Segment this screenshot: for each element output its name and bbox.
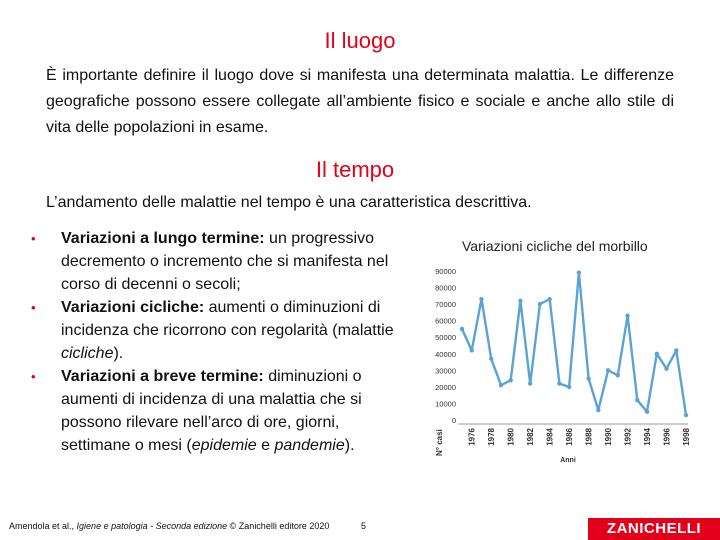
x-tick-label: 1978: [487, 428, 497, 446]
y-tick-label: 40000: [435, 349, 456, 359]
data-point: [616, 373, 620, 377]
data-point: [557, 381, 561, 385]
x-tick-label: 1982: [526, 428, 536, 446]
keyword-tempo: tempo: [266, 194, 312, 211]
data-point: [596, 408, 600, 412]
data-point: [538, 302, 542, 306]
x-axis-label: Anni: [560, 457, 576, 464]
data-point: [528, 381, 532, 385]
bullet-term: Variazioni a lungo termine:: [61, 230, 265, 247]
variation-list: [31, 227, 403, 457]
data-point: [635, 398, 639, 402]
footer-credit-suffix: © Zanichelli editore 2020: [227, 521, 330, 531]
x-tick-label: 1986: [565, 428, 575, 446]
x-tick-label: 1996: [662, 428, 672, 446]
x-tick-label: 1980: [506, 428, 516, 446]
keyword-luogo: luogo: [214, 67, 254, 84]
data-point: [674, 348, 678, 352]
section-title-tempo: Il tempo: [315, 157, 395, 182]
paragraph-luogo-end: dove si manifesta una determinata malattia. Le differenze geografiche possono essere collegate all’ambiente fisico e sociale e anche allo stile di vita delle popolazioni in esame.: [46, 67, 674, 136]
paragraph-luogo: [46, 63, 674, 141]
x-tick-label: 1994: [643, 428, 653, 446]
data-point: [655, 352, 659, 356]
bullet-text: diminuzioni o aumenti di incidenza di una malattia che si possono rilevare nell’arco di ore, giorni, settimane o mesi (: [61, 368, 362, 454]
paragraph-tempo-start: L’andamento delle malattie nel: [46, 194, 267, 211]
bullet-italic-pandemie: pandemie: [274, 437, 345, 454]
series-line: [462, 273, 686, 415]
x-tick-label: 1990: [604, 428, 614, 446]
x-tick-label: 1992: [623, 428, 633, 446]
measles-chart: [416, 258, 696, 468]
y-tick-label: 90000: [435, 267, 456, 276]
data-point: [547, 297, 551, 301]
bullet-text-middle: e: [256, 437, 275, 454]
list-item-cyclic: [31, 296, 403, 365]
page-number: 5: [361, 521, 367, 531]
data-point: [508, 378, 512, 382]
bullet-italic-epidemie: epidemie: [191, 437, 257, 454]
data-point: [489, 357, 493, 361]
data-point: [577, 270, 581, 274]
y-tick-label: 60000: [435, 316, 456, 326]
y-axis-label: N° casi: [435, 429, 444, 456]
list-item-long-term: [31, 227, 403, 296]
y-tick-label: 70000: [435, 300, 456, 310]
data-point: [664, 366, 668, 370]
x-tick-label: 1984: [545, 428, 555, 446]
y-tick-label: 30000: [435, 366, 456, 376]
data-point: [684, 413, 688, 417]
data-point: [518, 299, 522, 303]
bullet-italic: cicliche: [61, 345, 114, 362]
y-tick-label: 20000: [435, 382, 456, 392]
data-point: [606, 368, 610, 372]
footer-book-title: Igiene e patologia - Seconda edizione: [76, 521, 228, 531]
data-point: [567, 385, 571, 389]
data-point: [586, 376, 590, 380]
y-tick-label: 0: [451, 416, 456, 425]
data-point: [645, 410, 649, 414]
bullet-icon: •: [31, 300, 36, 315]
data-points: [460, 270, 688, 417]
bullet-term: Variazioni a breve termine:: [61, 368, 264, 385]
paragraph-luogo-start: È importante definire il: [46, 67, 215, 84]
publisher-logo: ZANICHELLI: [588, 518, 720, 540]
data-point: [460, 327, 464, 331]
section-title-luogo: Il luogo: [324, 28, 396, 53]
x-axis-ticks: [468, 427, 691, 445]
chart-title: Variazioni cicliche del morbillo: [462, 238, 648, 254]
bullet-icon: •: [31, 369, 36, 384]
bullet-text: aumenti o diminuzioni di incidenza che ricorrono con regolarità (malattie: [61, 299, 394, 339]
data-point: [625, 314, 629, 318]
y-tick-label: 80000: [435, 283, 456, 293]
y-tick-label: 50000: [435, 333, 456, 343]
x-tick-label: 1976: [467, 428, 477, 446]
bullet-text-end: ).: [344, 437, 355, 454]
bullet-text: un progressivo decremento o incremento che si manifesta nel corso di decenni o secoli;: [61, 230, 389, 293]
footer-credit-prefix: Amendola et al.,: [9, 521, 77, 531]
bullet-term: Variazioni cicliche:: [61, 299, 205, 316]
paragraph-tempo-end: è una caratteristica descrittiva.: [311, 194, 532, 211]
y-axis-ticks: [435, 267, 456, 425]
paragraph-tempo: [46, 190, 674, 216]
bullet-text-end: ).: [113, 345, 124, 362]
x-tick-label: 1988: [584, 428, 594, 446]
data-point: [470, 348, 474, 352]
list-item-short-term: [31, 365, 403, 457]
x-tick-label: 1998: [682, 428, 691, 446]
bullet-icon: •: [31, 231, 36, 246]
data-point: [479, 297, 483, 301]
footer-credit: [9, 521, 329, 531]
data-point: [499, 383, 503, 387]
y-tick-label: 10000: [435, 399, 456, 409]
